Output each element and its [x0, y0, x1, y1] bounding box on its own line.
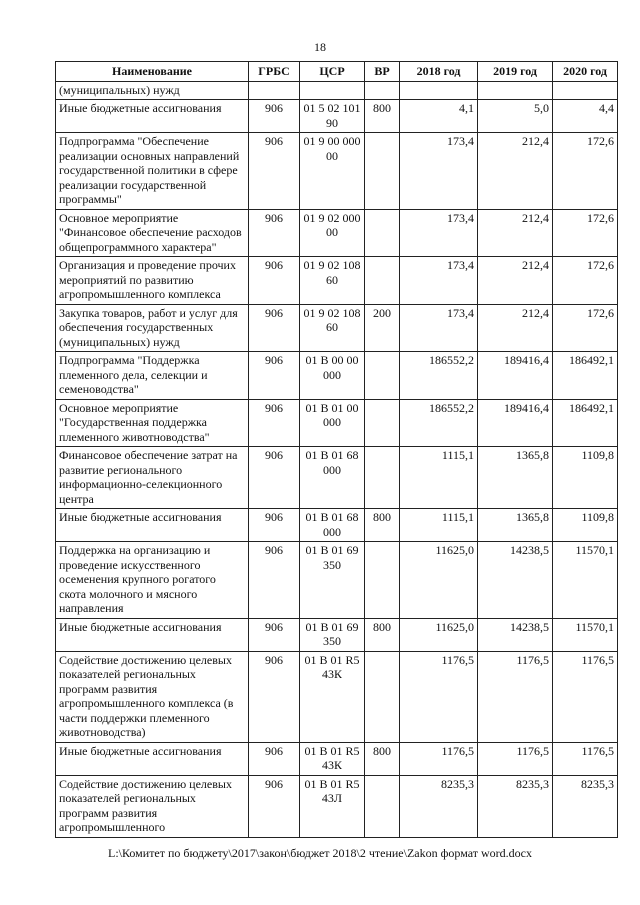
- row-grbs-cell: 906: [249, 209, 300, 257]
- table-row: [56, 447, 618, 509]
- row-name-cell: Содействие достижению целевых показателей региональных программ развития агропромышленного: [56, 775, 249, 837]
- table-row: [56, 618, 618, 651]
- row-2018-cell: 186552,2: [400, 352, 478, 400]
- row-2019-cell: 212,4: [478, 257, 553, 305]
- row-2019-cell: 1365,8: [478, 509, 553, 542]
- header-2019: 2019 год: [478, 62, 553, 82]
- row-2020-cell: 1109,8: [553, 447, 618, 509]
- row-name-cell: Закупка товаров, работ и услуг для обеспечения государственных (муниципальных) нужд: [56, 304, 249, 352]
- row-vr-cell: 800: [365, 100, 400, 133]
- row-2019-cell: 8235,3: [478, 775, 553, 837]
- table-row: [56, 100, 618, 133]
- row-2018-cell: 1115,1: [400, 509, 478, 542]
- row-grbs-cell: 906: [249, 447, 300, 509]
- row-name-cell: Иные бюджетные ассигнования: [56, 742, 249, 775]
- row-name-cell: Подпрограмма "Обеспечение реализации основных направлений государственной политики в сфере реализации государственной программы": [56, 133, 249, 210]
- row-2018-cell: 11625,0: [400, 542, 478, 619]
- row-2018-cell: 1176,5: [400, 742, 478, 775]
- row-name-cell: Иные бюджетные ассигнования: [56, 509, 249, 542]
- header-vr: ВР: [365, 62, 400, 82]
- row-grbs-cell: 906: [249, 352, 300, 400]
- row-csr-cell: 01 5 02 10190: [300, 100, 365, 133]
- row-csr-cell: 01 9 02 10860: [300, 257, 365, 305]
- row-2018-cell: 11625,0: [400, 618, 478, 651]
- row-name-cell: Содействие достижению целевых показателей региональных программ развития агропромышленного комплекса (в части поддержки племенного животноводства): [56, 651, 249, 742]
- row-2019-cell: 14238,5: [478, 618, 553, 651]
- row-grbs-cell: 906: [249, 304, 300, 352]
- row-2020-cell: 1176,5: [553, 651, 618, 742]
- table-row: [56, 542, 618, 619]
- row-2018-cell: 173,4: [400, 209, 478, 257]
- table-row: [56, 399, 618, 447]
- row-2018-cell: 8235,3: [400, 775, 478, 837]
- row-vr-cell: [365, 447, 400, 509]
- table-row: [56, 352, 618, 400]
- row-name-cell: (муниципальных) нужд: [56, 81, 249, 100]
- row-2020-cell: 1176,5: [553, 742, 618, 775]
- row-2018-cell: 173,4: [400, 257, 478, 305]
- row-csr-cell: 01 9 02 00000: [300, 209, 365, 257]
- table-row: [56, 509, 618, 542]
- row-grbs-cell: 906: [249, 100, 300, 133]
- row-csr-cell: 01 В 01 68000: [300, 447, 365, 509]
- budget-table: [55, 61, 618, 838]
- row-2019-cell: 189416,4: [478, 352, 553, 400]
- row-vr-cell: [365, 651, 400, 742]
- header-csr: ЦСР: [300, 62, 365, 82]
- row-grbs-cell: 906: [249, 775, 300, 837]
- row-2020-cell: 172,6: [553, 304, 618, 352]
- row-2020-cell: 186492,1: [553, 352, 618, 400]
- row-grbs-cell: 906: [249, 542, 300, 619]
- table-row: [56, 209, 618, 257]
- row-2020-cell: 1109,8: [553, 509, 618, 542]
- table-row: [56, 742, 618, 775]
- row-2019-cell: 212,4: [478, 133, 553, 210]
- row-csr-cell: 01 В 01 R543Л: [300, 775, 365, 837]
- row-name-cell: Поддержка на организацию и проведение искусственного осеменения крупного рогатого скота молочного и мясного направления: [56, 542, 249, 619]
- row-csr-cell: 01 В 01 00000: [300, 399, 365, 447]
- row-2019-cell: 1176,5: [478, 651, 553, 742]
- row-vr-cell: [365, 352, 400, 400]
- table-row: [56, 304, 618, 352]
- header-2018: 2018 год: [400, 62, 478, 82]
- row-name-cell: Иные бюджетные ассигнования: [56, 618, 249, 651]
- row-2018-cell: [400, 81, 478, 100]
- row-2020-cell: 172,6: [553, 133, 618, 210]
- row-2019-cell: 14238,5: [478, 542, 553, 619]
- table-row: [56, 257, 618, 305]
- row-2020-cell: 186492,1: [553, 399, 618, 447]
- row-2018-cell: 4,1: [400, 100, 478, 133]
- row-2019-cell: 212,4: [478, 304, 553, 352]
- page-number: 18: [314, 40, 326, 54]
- row-vr-cell: 800: [365, 509, 400, 542]
- row-2019-cell: 1365,8: [478, 447, 553, 509]
- row-vr-cell: [365, 775, 400, 837]
- row-csr-cell: 01 9 00 00000: [300, 133, 365, 210]
- header-2020: 2020 год: [553, 62, 618, 82]
- row-csr-cell: 01 В 01 68000: [300, 509, 365, 542]
- row-csr-cell: 01 В 01 R543К: [300, 651, 365, 742]
- row-name-cell: Организация и проведение прочих мероприятий по развитию агропромышленного комплекса: [56, 257, 249, 305]
- header-grbs: ГРБС: [249, 62, 300, 82]
- row-vr-cell: 800: [365, 742, 400, 775]
- row-csr-cell: [300, 81, 365, 100]
- row-grbs-cell: 906: [249, 742, 300, 775]
- table-row: [56, 133, 618, 210]
- row-grbs-cell: 906: [249, 651, 300, 742]
- row-grbs-cell: 906: [249, 509, 300, 542]
- row-vr-cell: 800: [365, 618, 400, 651]
- row-2018-cell: 173,4: [400, 304, 478, 352]
- row-2018-cell: 186552,2: [400, 399, 478, 447]
- row-vr-cell: [365, 257, 400, 305]
- row-2020-cell: 172,6: [553, 209, 618, 257]
- row-csr-cell: 01 В 01 R543К: [300, 742, 365, 775]
- row-name-cell: Финансовое обеспечение затрат на развитие регионального информационно-селекционного центра: [56, 447, 249, 509]
- row-2020-cell: 11570,1: [553, 542, 618, 619]
- table-row: [56, 775, 618, 837]
- table-row: [56, 81, 618, 100]
- row-csr-cell: 01 В 01 69350: [300, 618, 365, 651]
- row-vr-cell: [365, 81, 400, 100]
- row-name-cell: Иные бюджетные ассигнования: [56, 100, 249, 133]
- table-row: [56, 651, 618, 742]
- table-body: [56, 81, 618, 837]
- row-2019-cell: 1176,5: [478, 742, 553, 775]
- row-2020-cell: [553, 81, 618, 100]
- row-grbs-cell: 906: [249, 133, 300, 210]
- row-2020-cell: 11570,1: [553, 618, 618, 651]
- row-2020-cell: 172,6: [553, 257, 618, 305]
- header-name: Наименование: [56, 62, 249, 82]
- row-name-cell: Основное мероприятие "Финансовое обеспечение расходов общепрограммного характера": [56, 209, 249, 257]
- row-2018-cell: 1115,1: [400, 447, 478, 509]
- row-vr-cell: [365, 399, 400, 447]
- row-2018-cell: 1176,5: [400, 651, 478, 742]
- row-vr-cell: 200: [365, 304, 400, 352]
- row-2020-cell: 8235,3: [553, 775, 618, 837]
- row-2020-cell: 4,4: [553, 100, 618, 133]
- row-2019-cell: 212,4: [478, 209, 553, 257]
- document-path-footer: L:\Комитет по бюджету\2017\закон\бюджет 2018\2 чтение\Zakon формат word.docx: [108, 846, 532, 860]
- table-header-row: [56, 62, 618, 82]
- row-vr-cell: [365, 209, 400, 257]
- row-grbs-cell: [249, 81, 300, 100]
- row-vr-cell: [365, 542, 400, 619]
- row-grbs-cell: 906: [249, 257, 300, 305]
- row-vr-cell: [365, 133, 400, 210]
- row-csr-cell: 01 9 02 10860: [300, 304, 365, 352]
- row-name-cell: Подпрограмма "Поддержка племенного дела, селекции и семеноводства": [56, 352, 249, 400]
- row-2019-cell: 5,0: [478, 100, 553, 133]
- row-csr-cell: 01 В 00 00000: [300, 352, 365, 400]
- row-2019-cell: [478, 81, 553, 100]
- row-grbs-cell: 906: [249, 399, 300, 447]
- row-grbs-cell: 906: [249, 618, 300, 651]
- row-name-cell: Основное мероприятие "Государственная поддержка племенного животноводства": [56, 399, 249, 447]
- row-2018-cell: 173,4: [400, 133, 478, 210]
- row-2019-cell: 189416,4: [478, 399, 553, 447]
- row-csr-cell: 01 В 01 69350: [300, 542, 365, 619]
